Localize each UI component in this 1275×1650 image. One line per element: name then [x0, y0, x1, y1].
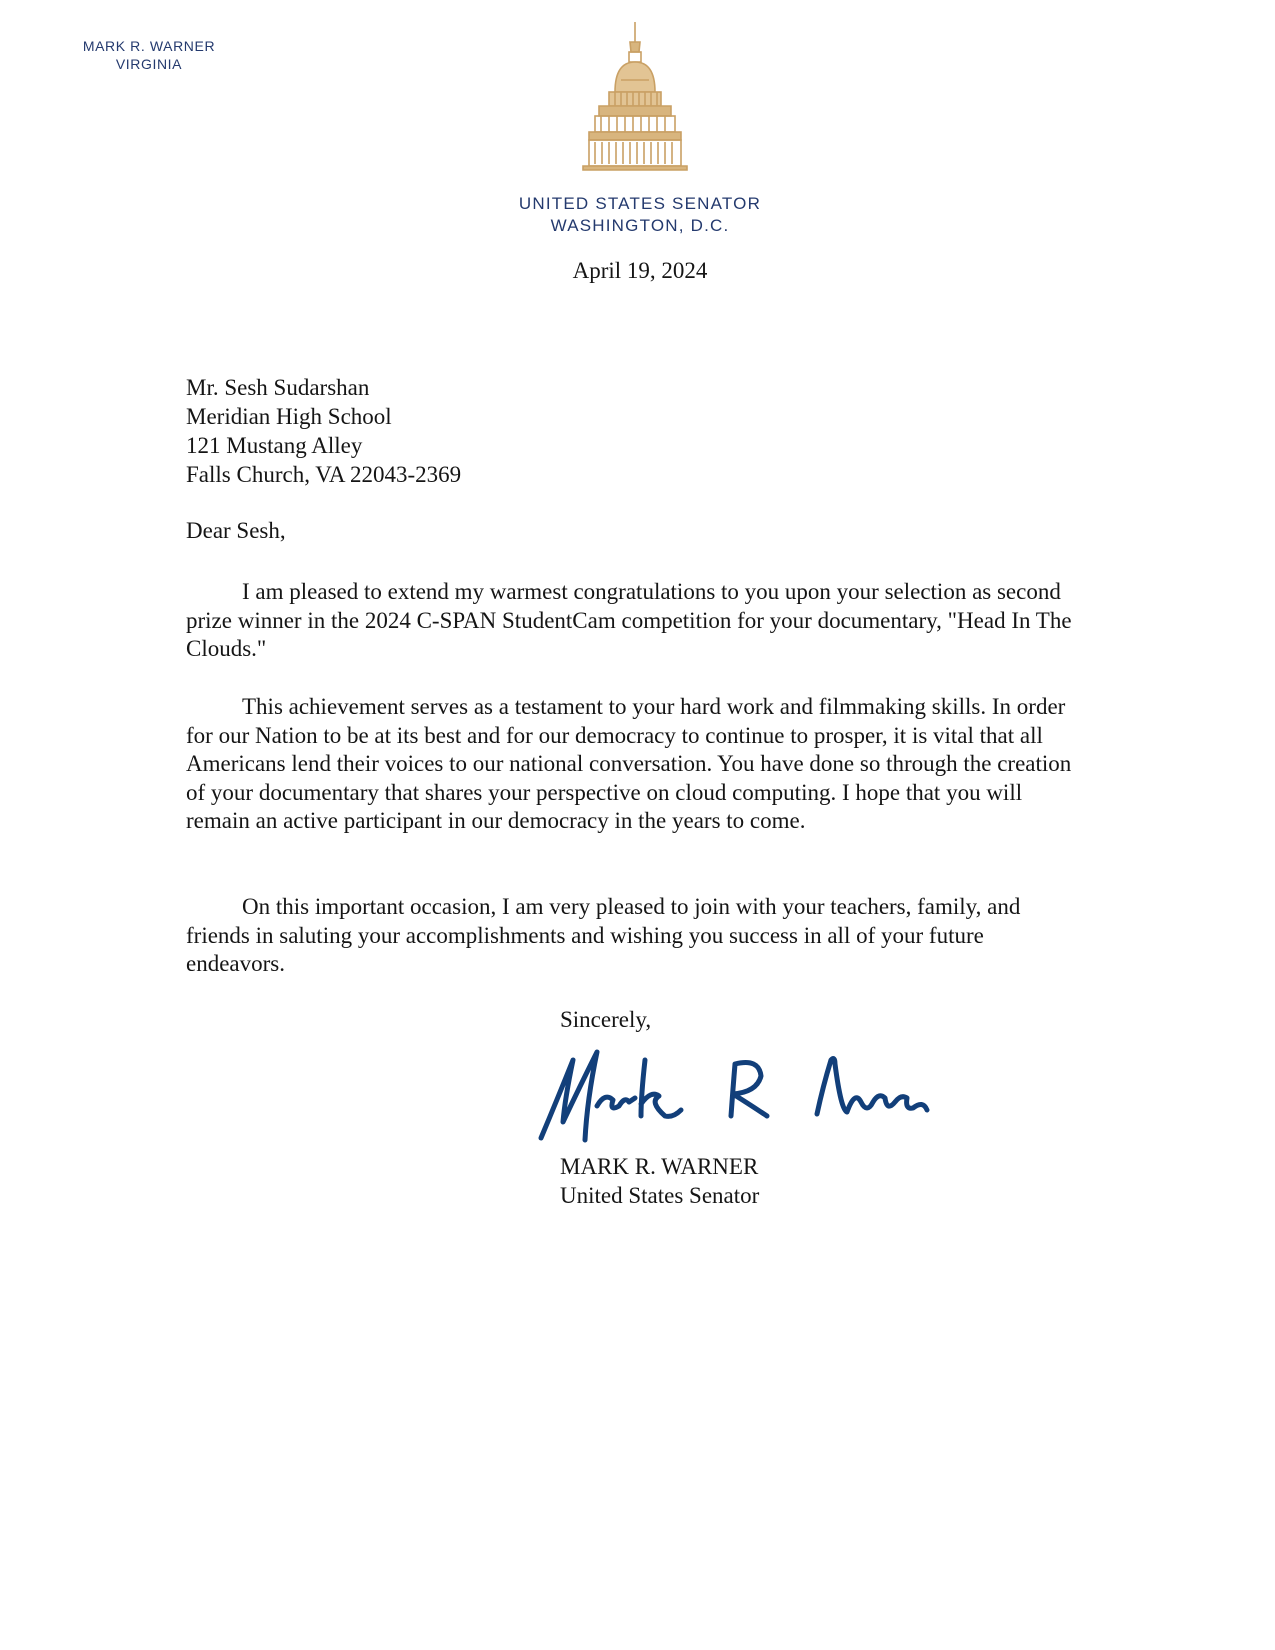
letterhead-name-line: MARK R. WARNER: [82, 38, 216, 54]
recipient-address: [186, 373, 461, 489]
signer-name: MARK R. WARNER: [560, 1154, 759, 1179]
body-paragraph-occasion: On this important occasion, I am very pleased to join with your teachers, family, and friends in saluting your accomplishments and wishing you success in all of your future endeavors.: [186, 894, 1021, 977]
letterhead-state-line: VIRGINIA: [115, 56, 183, 72]
capitol-dome-seal-icon: [575, 20, 695, 185]
handwritten-signature: [535, 1040, 965, 1160]
office-title-line: UNITED STATES SENATOR: [518, 194, 762, 213]
salutation: Dear Sesh,: [186, 518, 286, 543]
letterhead-office: [480, 193, 800, 237]
recipient-name: Mr. Sesh Sudarshan: [186, 375, 370, 400]
body-paragraph-achievement: This achievement serves as a testament to your hard work and filmmaking skills. In order for our Nation to be at its best and for our democracy to continue to prosper, it is vital that all Americans lend their voices to our national conversation. You have done so through the creation of your documentary that shares your perspective on cloud computing. I hope that you will remain an active participant in our democracy in the years to come.: [186, 694, 1072, 834]
letterhead-senator-name: [64, 37, 234, 73]
recipient-street: 121 Mustang Alley: [186, 433, 363, 458]
recipient-school: Meridian High School: [186, 404, 392, 429]
closing: Sincerely,: [560, 1007, 652, 1032]
body-paragraph-congratulations: I am pleased to extend my warmest congratulations to you upon your selection as second prize winner in the 2024 C-SPAN StudentCam competition for your documentary, "Head In The Clouds.": [186, 579, 1072, 662]
signer-title: United States Senator: [560, 1183, 760, 1208]
office-location-line: WASHINGTON, D.C.: [550, 216, 730, 235]
signer-block: [560, 1152, 759, 1210]
letter-date: April 19, 2024: [572, 258, 708, 283]
recipient-city-state-zip: Falls Church, VA 22043-2369: [186, 462, 462, 487]
